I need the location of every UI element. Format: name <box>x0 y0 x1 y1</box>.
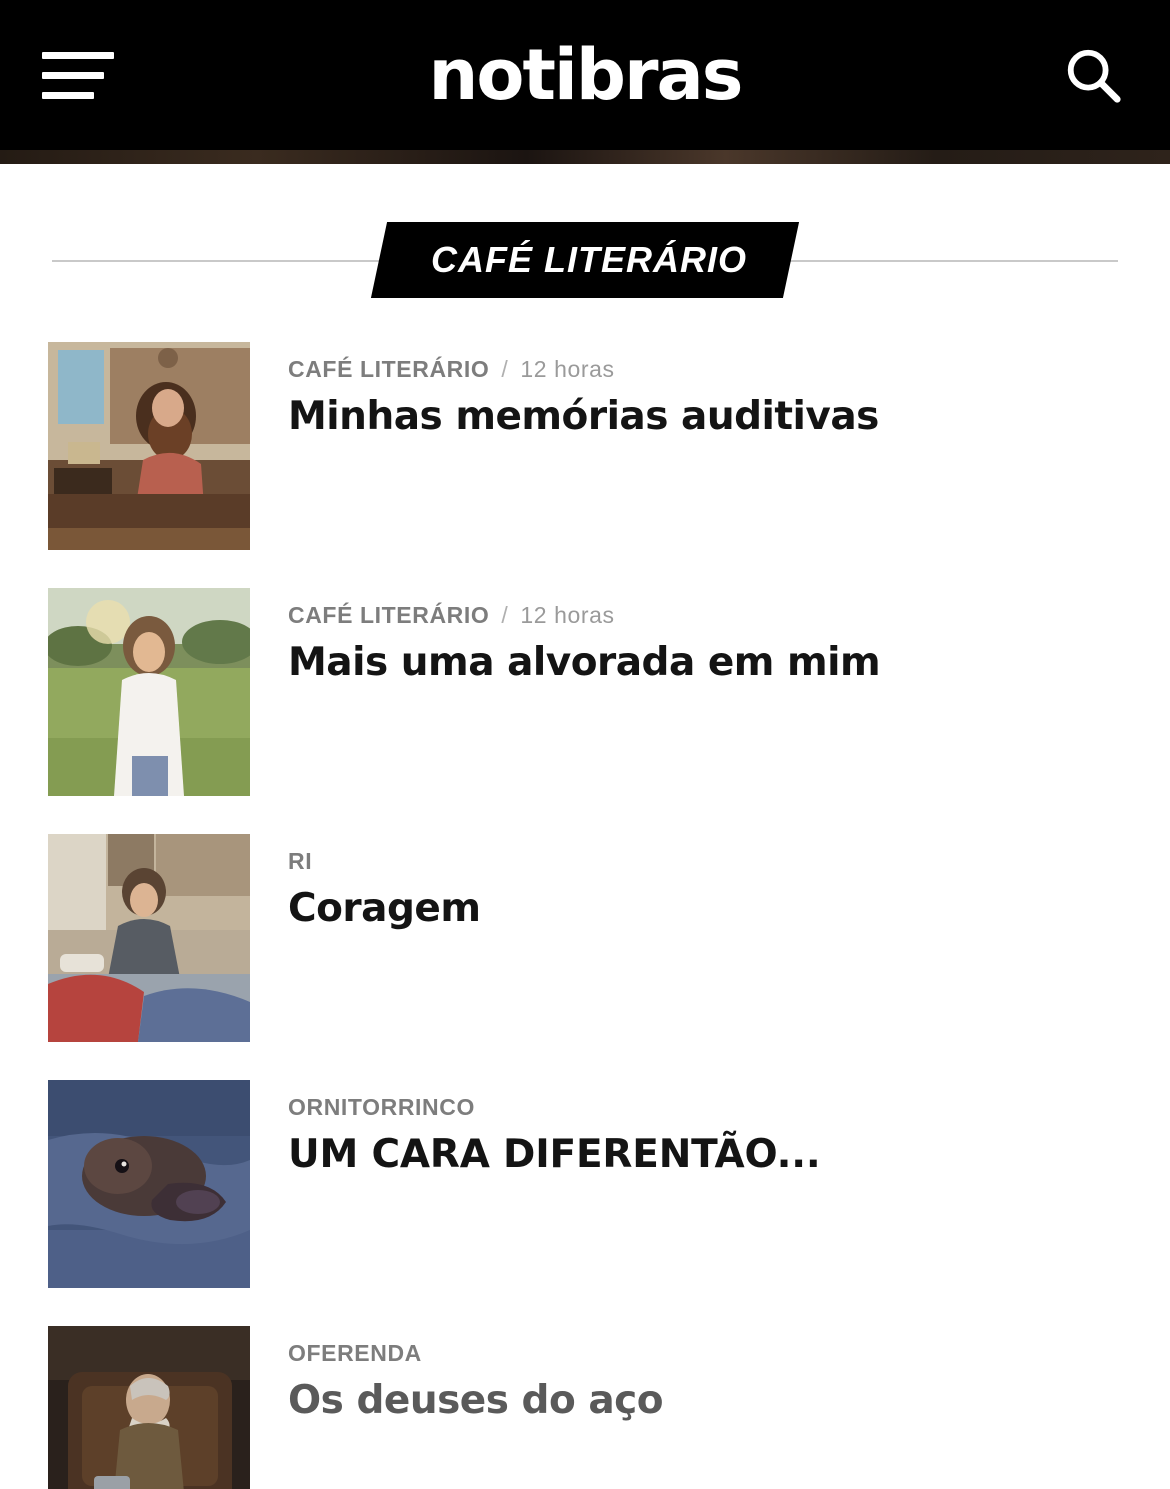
kicker-separator: / <box>501 356 509 382</box>
menu-bar-2 <box>42 72 104 79</box>
section-title-badge[interactable] <box>371 222 799 298</box>
article-meta <box>288 834 480 931</box>
section-title-text: CAFÉ LITERÁRIO <box>431 239 747 280</box>
article-category[interactable]: RI <box>288 848 313 874</box>
article-thumbnail[interactable] <box>48 834 250 1042</box>
article-time: 12 horas <box>520 356 615 382</box>
article-title[interactable]: UM CARA DIFERENTÃO... <box>288 1132 821 1177</box>
article-kicker <box>288 602 880 629</box>
site-header <box>0 0 1170 150</box>
menu-bar-1 <box>42 52 114 59</box>
list-item[interactable] <box>48 1080 1118 1288</box>
article-category[interactable]: ORNITORRINCO <box>288 1094 475 1120</box>
list-item[interactable] <box>48 834 1118 1042</box>
article-thumbnail[interactable] <box>48 1326 250 1489</box>
article-meta <box>288 1080 820 1177</box>
kicker-separator: / <box>501 602 509 628</box>
article-meta <box>288 1326 663 1423</box>
article-title[interactable]: Coragem <box>288 886 481 931</box>
article-category[interactable]: CAFÉ LITERÁRIO <box>288 356 490 382</box>
article-title[interactable]: Mais uma alvorada em mim <box>288 640 881 685</box>
article-kicker <box>288 1340 663 1367</box>
article-kicker <box>288 356 879 383</box>
article-category[interactable]: OFERENDA <box>288 1340 422 1366</box>
article-thumbnail[interactable] <box>48 342 250 550</box>
list-item[interactable] <box>48 1326 1118 1489</box>
list-item[interactable] <box>48 588 1118 796</box>
article-category[interactable]: CAFÉ LITERÁRIO <box>288 602 490 628</box>
article-meta <box>288 588 880 685</box>
site-logo[interactable]: notibras <box>428 34 742 116</box>
search-icon[interactable] <box>1058 40 1128 110</box>
article-title[interactable]: Os deuses do aço <box>288 1378 664 1423</box>
article-list <box>0 342 1170 1489</box>
header-image-strip <box>0 150 1170 164</box>
article-time: 12 horas <box>520 602 615 628</box>
article-thumbnail[interactable] <box>48 588 250 796</box>
menu-bar-3 <box>42 92 94 99</box>
article-title[interactable]: Minhas memórias auditivas <box>288 394 879 439</box>
article-meta <box>288 342 879 439</box>
section-header <box>52 224 1118 296</box>
article-kicker <box>288 1094 820 1121</box>
article-thumbnail[interactable] <box>48 1080 250 1288</box>
hamburger-menu-icon[interactable] <box>42 44 114 106</box>
article-kicker <box>288 848 480 875</box>
list-item[interactable] <box>48 342 1118 550</box>
